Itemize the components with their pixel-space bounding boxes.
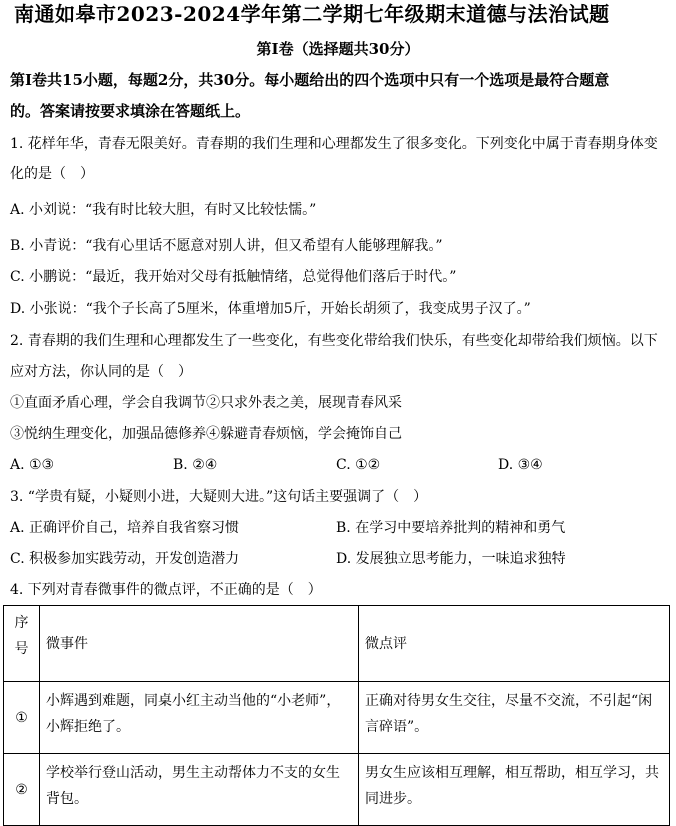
q3-option-b: B. 在学习中要培养批判的精神和勇气	[336, 520, 566, 536]
instructions-line-2: 的。答案请按要求填涂在答题纸上。	[10, 102, 251, 120]
row-number: ②	[4, 754, 40, 826]
q2-stem-line-1: 2. 青春期的我们生理和心理都发生了一些变化，有些变化带给我们快乐，有些变化却带给我们烦恼。以下	[10, 333, 658, 349]
table-row	[4, 754, 670, 826]
q2-option-b: B. ②④	[173, 457, 218, 473]
row-event: 小辉遇到难题，同桌小红主动当他的“小老师”，小辉拒绝了。	[40, 682, 359, 754]
table-row	[4, 682, 670, 754]
instructions-line-1: 第Ⅰ卷共15小题，每题2分，共30分。每小题给出的四个选项中只有一个选项是最符合题意	[10, 71, 610, 89]
table-header-row	[4, 606, 670, 682]
q4-stem: 4. 下列对青春微事件的微点评，不正确的是（ ）	[10, 582, 322, 598]
q2-option-c: C. ①②	[336, 457, 381, 473]
q1-stem-line-1: 1. 花样年华，青春无限美好。青春期的我们生理和心理都发生了很多变化。下列变化中属于青春期身体变	[10, 136, 658, 152]
row-comment: 男女生应该相互理解，相互帮助，相互学习，共同进步。	[359, 754, 670, 826]
section-subtitle: 第Ⅰ卷（选择题共30分）	[256, 40, 420, 58]
q2-items-line-1: ①直面矛盾心理，学会自我调节②只求外表之美，展现青春风采	[10, 395, 402, 411]
header-event: 微事件	[40, 606, 359, 682]
q1-option-c: C. 小鹏说：“最近，我开始对父母有抵触情绪，总觉得他们落后于时代。”	[10, 269, 457, 285]
q3-option-a: A. 正确评价自己，培养自我省察习惯	[10, 520, 240, 536]
row-event: 学校举行登山活动，男生主动帮体力不支的女生背包。	[40, 754, 359, 826]
row-comment: 正确对待男女生交往，尽量不交流，不引起“闲言碎语”。	[359, 682, 670, 754]
q2-option-a: A. ①③	[10, 457, 55, 473]
q4-table	[3, 605, 670, 826]
row-number: ①	[4, 682, 40, 754]
header-number: 序号	[4, 606, 40, 682]
q2-option-d: D. ③④	[498, 457, 543, 473]
q1-option-d: D. 小张说：“我个子长高了5厘米，体重增加5斤，开始长胡须了，我变成男子汉了。”	[10, 301, 531, 317]
page-title: 南通如皋市2023-2024学年第二学期七年级期末道德与法治试题	[14, 2, 610, 26]
header-comment: 微点评	[359, 606, 670, 682]
q1-option-b: B. 小青说：“我有心里话不愿意对别人讲，但又希望有人能够理解我。”	[10, 238, 443, 254]
q1-stem-line-2: 化的是（ ）	[10, 166, 94, 182]
q2-items-line-2: ③悦纳生理变化，加强品德修养④躲避青春烦恼，学会掩饰自己	[10, 426, 402, 442]
q1-option-a: A. 小刘说：“我有时比较大胆，有时又比较怯懦。”	[10, 202, 317, 218]
q2-stem-line-2: 应对方法，你认同的是（ ）	[10, 364, 192, 380]
q3-stem: 3. “学贵有疑，小疑则小进，大疑则大进。”这句话主要强调了（ ）	[10, 489, 428, 505]
q3-option-c: C. 积极参加实践劳动，开发创造潜力	[10, 551, 240, 567]
q3-option-d: D. 发展独立思考能力，一味追求独特	[336, 551, 566, 567]
